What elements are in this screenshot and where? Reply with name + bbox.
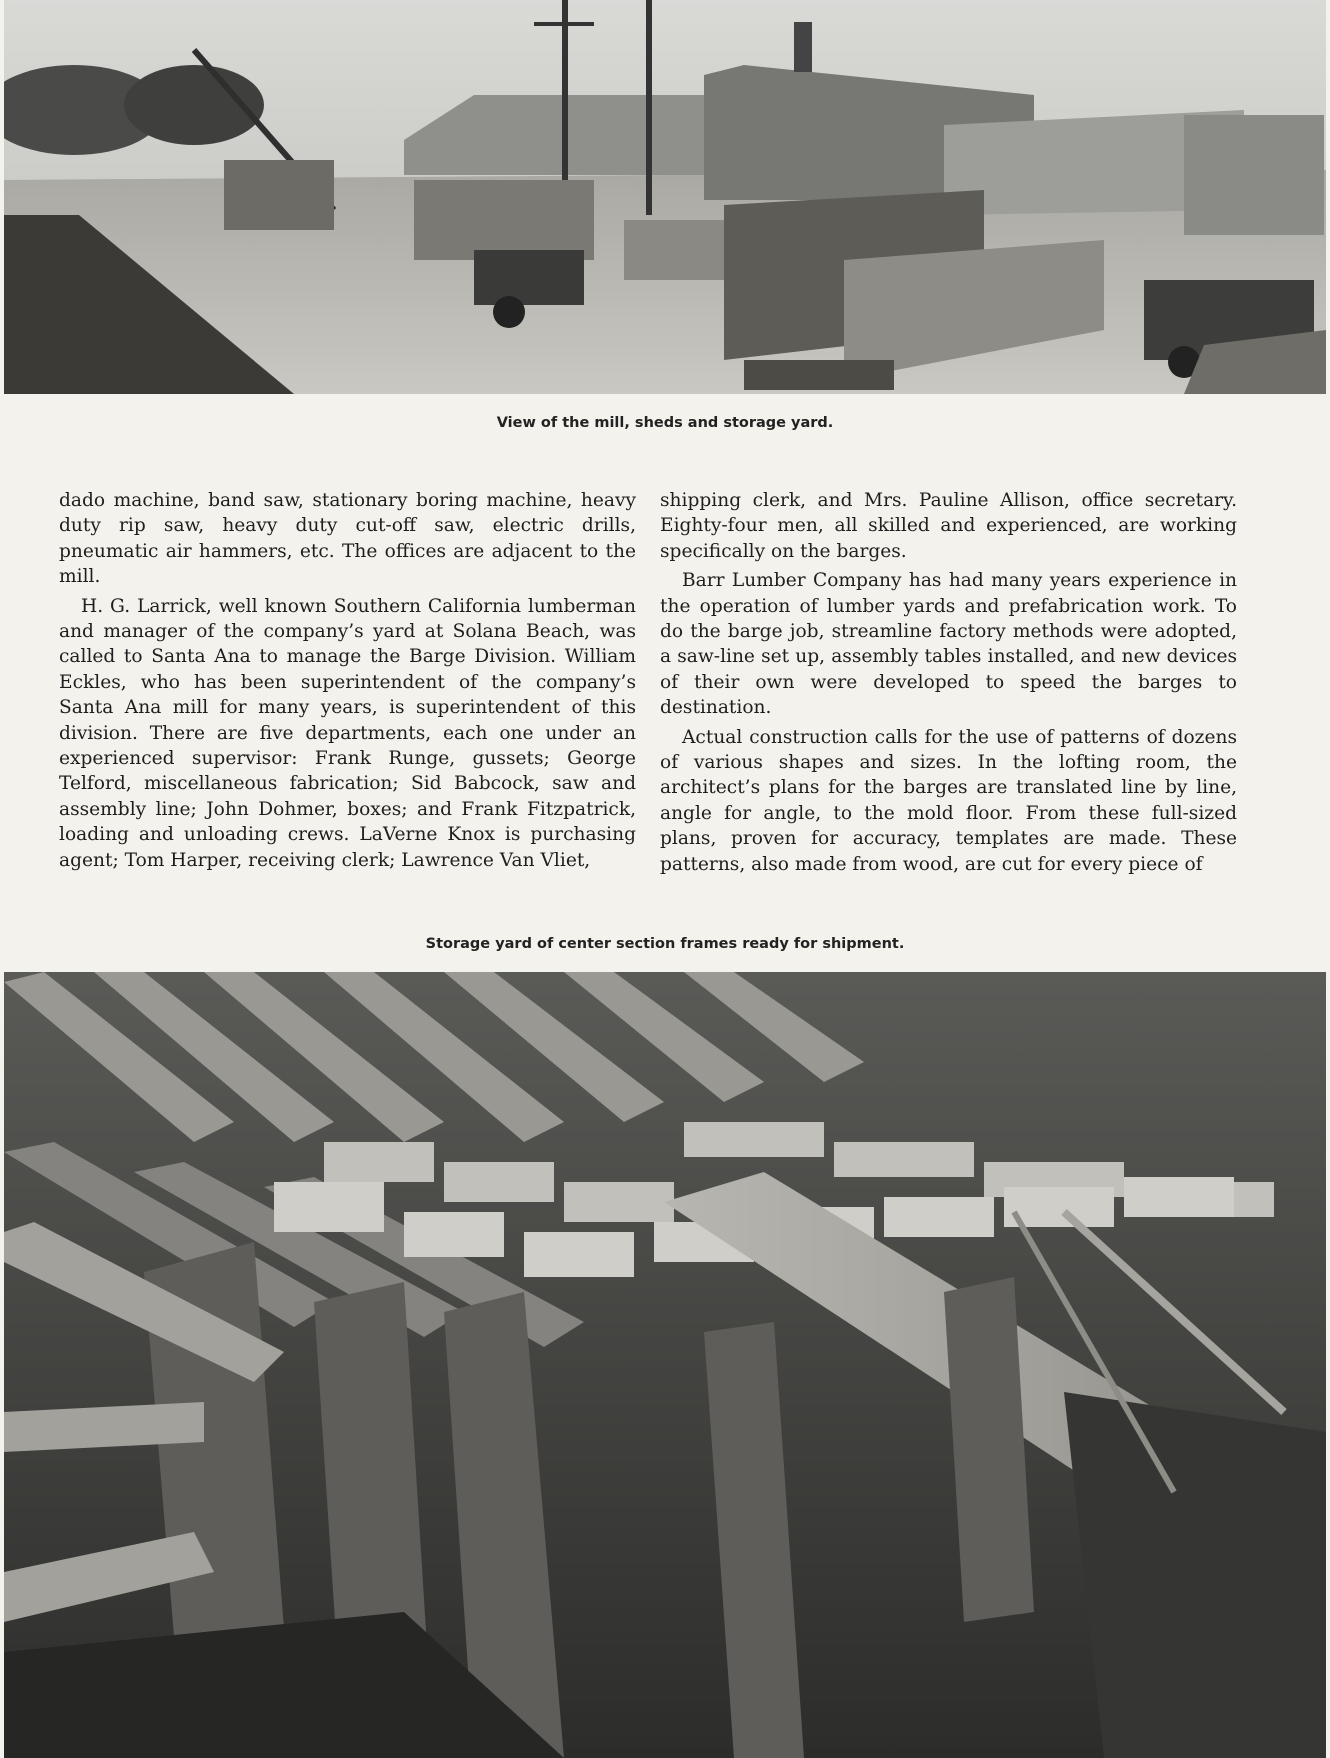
paragraph: H. G. Larrick, well known Southern California lumberman and manager of the company’s yard at Solana Beach, was called to Santa Ana to manage the Barge Division. William Eckles, who has been superintendent of the company’s Santa Ana mill for many years, is superintendent of this division. There are five departments, each one under an experienced supervisor: Frank Runge, gussets; George Telford, miscellaneous fabrication; Sid Babcock, saw and assembly line; John Dohmer, boxes; and Frank Fitzpatrick, loading and unloading crews. LaVerne Knox is purchasing agent; Tom Harper, receiving clerk; Lawrence Van Vliet, [59,595,636,871]
timber-frames-illustration [4,972,1326,1758]
paragraph: dado machine, band saw, stationary boring machine, heavy duty rip saw, heavy duty cut-off saw, electric drills, pneumatic air hammers, etc. The offices are adjacent to the mill. [59,490,636,588]
paragraph: Barr Lumber Company has had many years experience in the operation of lumber yards and prefabrication work. To do the barge job, streamline factory methods were adopted, a saw-line set up, assembly tables installed, and new devices of their own were developed to speed the barges to destination. [660,570,1237,719]
caption-center-section-frames: Storage yard of center section frames ready for shipment. [425,936,905,952]
photo-center-section-frames [4,972,1326,1758]
text-column-left [59,488,636,877]
text-column-right [660,488,1237,881]
paragraph: shipping clerk, and Mrs. Pauline Allison, office secretary. Eighty-four men, all skilled and experienced, are working specifically on the barges. [660,490,1237,562]
paragraph: Actual construction calls for the use of patterns of dozens of various shapes and sizes. In the lofting room, the architect’s plans for the barges are translated line by line, angle for angle, to the mold floor. From these full-sized plans, proven for accuracy, templates are made. These patterns, also made from wood, are cut for every piece of [660,726,1237,875]
photo-mill-storage-yard [4,0,1326,394]
caption-mill-storage-yard: View of the mill, sheds and storage yard. [496,415,834,431]
mill-yard-illustration [4,0,1326,394]
